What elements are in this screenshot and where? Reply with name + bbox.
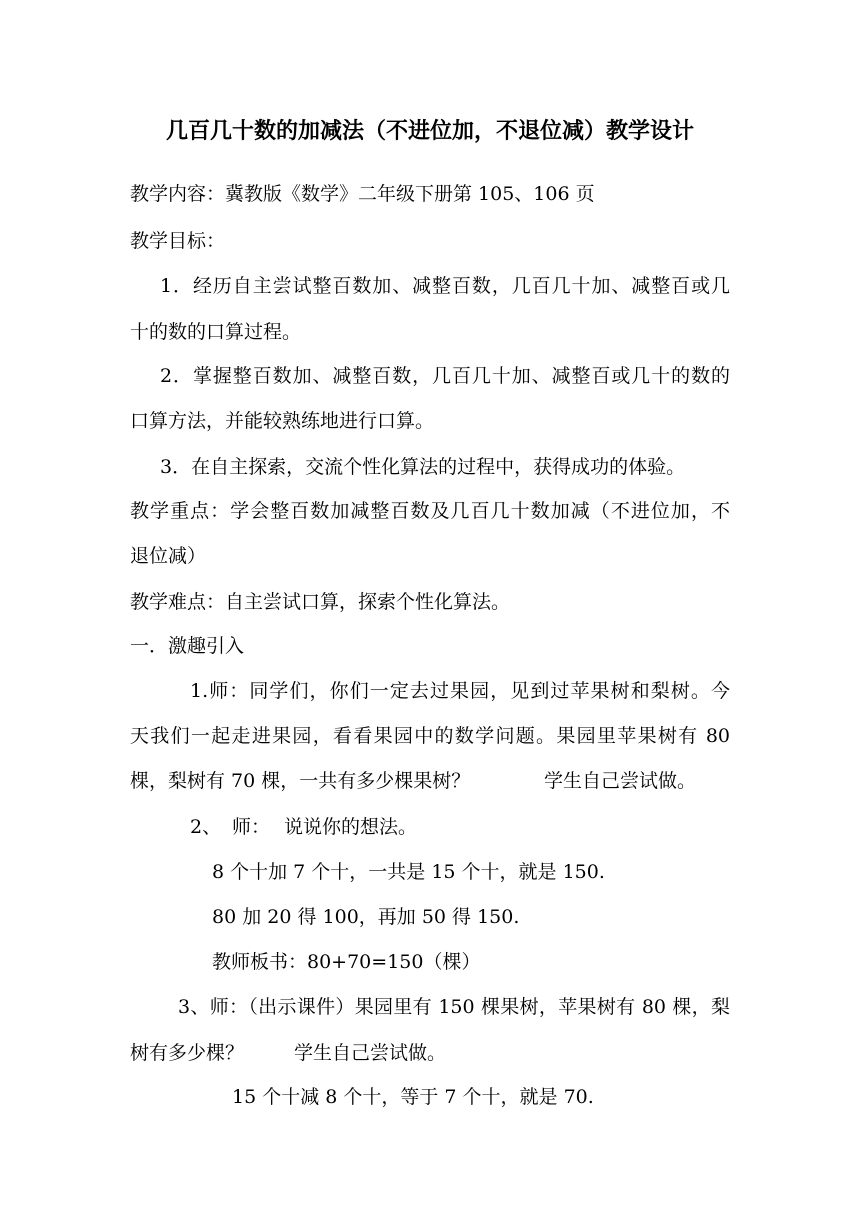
difficulty: 教学难点：自主尝试口算，探索个性化算法。	[130, 591, 511, 613]
paragraph-3-line-2b: 学生自己尝试做。	[294, 1042, 447, 1064]
paragraph-1-line-3a: 棵，梨树有 70 棵，一共有多少棵果树？	[130, 770, 471, 792]
teacher-board: 教师板书：80+70=150（棵）	[212, 951, 481, 973]
key-point-line-2: 退位减）	[130, 545, 207, 567]
section-heading-1: 一．激趣引入	[130, 635, 245, 657]
goals-heading: 教学目标：	[130, 230, 226, 252]
method-2: 80 加 20 得 100，再加 50 得 150.	[212, 906, 520, 928]
paragraph-2-number: 2、	[190, 816, 222, 838]
paragraph-3-line-2a: 树有多少棵？	[130, 1042, 245, 1064]
goal-2-line-2: 口算方法，并能较熟练地进行口算。	[130, 410, 435, 432]
goal-3: 3．在自主探索，交流个性化算法的过程中，获得成功的体验。	[160, 456, 686, 478]
paragraph-2-text: 说说你的想法。	[284, 816, 418, 838]
method-3: 15 个十减 8 个十，等于 7 个十，就是 70.	[232, 1086, 594, 1108]
paragraph-1-line-2: 天我们一起走进果园，看看果园中的数学问题。果园里苹果树有 80	[130, 725, 730, 747]
paragraph-1-line-3b: 学生自己尝试做。	[544, 770, 697, 792]
paragraph-2-label: 师：	[232, 816, 271, 838]
goal-1-line-2: 十的数的口算过程。	[130, 321, 302, 343]
paragraph-1-line-1: 1.师：同学们，你们一定去过果园，见到过苹果树和梨树。今	[190, 680, 730, 702]
paragraph-3-line-1: 3、师：（出示课件）果园里有 150 棵果树，苹果树有 80 棵，梨	[178, 996, 730, 1018]
goal-1-line-1: 1．经历自主尝试整百数加、减整百数，几百几十加、减整百或几	[160, 275, 730, 297]
key-point-line-1: 教学重点：学会整百数加减整百数及几百几十数加减（不进位加，不	[130, 500, 730, 522]
document-title: 几百几十数的加减法（不进位加，不退位减）教学设计	[165, 118, 694, 144]
teaching-content: 教学内容：冀教版《数学》二年级下册第 105、106 页	[130, 183, 595, 205]
method-1: 8 个十加 7 个十，一共是 15 个十，就是 150.	[212, 861, 605, 883]
goal-2-line-1: 2．掌握整百数加、减整百数，几百几十加、减整百或几十的数的	[160, 365, 730, 387]
